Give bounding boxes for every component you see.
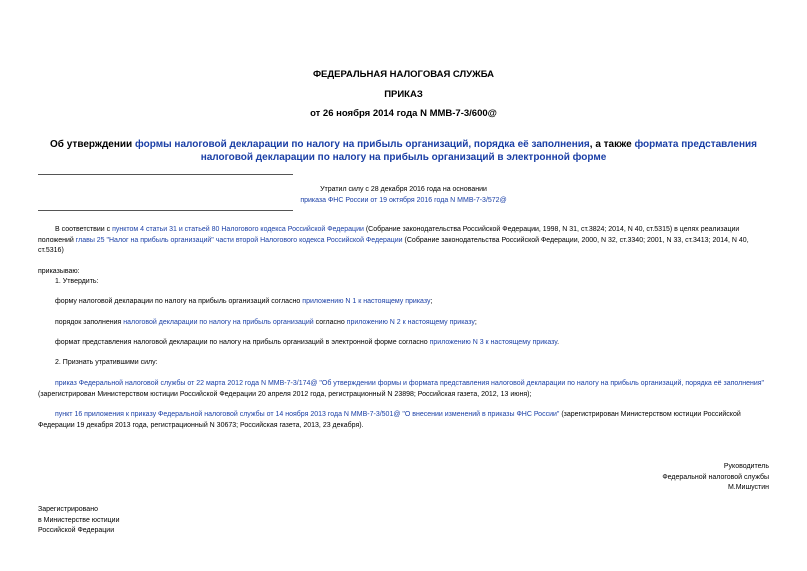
preamble-text-3: (Собрание законодательства Российской Федерации, 2000, N 32, ст.3340; 2001, N 33, ст.3413; 2014, N 40, ст.5316) xyxy=(38,236,749,254)
title-text-2: , а также xyxy=(589,139,635,150)
preamble-link-chapter-25[interactable]: главы 25 "Налог на прибыль организаций" части второй Налогового кодекса Российской Федерации xyxy=(75,236,403,244)
divider-bottom xyxy=(38,210,293,211)
registration-line-3: Российской Федерации xyxy=(38,527,115,534)
item1-c-text: формат представления налоговой декларации по налогу на прибыль организаций в электронной форме согласно xyxy=(55,339,430,346)
agency-name: ФЕДЕРАЛЬНАЯ НАЛОГОВАЯ СЛУЖБА xyxy=(312,69,495,80)
status-line-2 xyxy=(0,196,807,206)
title-link-electronic-format[interactable]: формата представления налоговой декларации по налогу на прибыль организаций в электронной форме xyxy=(200,139,757,163)
item1-b xyxy=(55,318,770,329)
item2-heading: 2. Признать утратившими силу: xyxy=(55,359,158,366)
status-line-1: Утратил силу с 28 декабря 2016 года на основании xyxy=(320,186,487,193)
registration-line-1: Зарегистрировано xyxy=(38,506,98,513)
item1-b-mid: согласно xyxy=(313,319,347,326)
item1-c-link-appendix-3[interactable]: приложению N 3 к настоящему приказу xyxy=(429,339,558,346)
item2-b xyxy=(38,410,770,431)
item1-a xyxy=(55,297,770,308)
item1-a-end: ; xyxy=(430,298,433,305)
order-word: приказываю: xyxy=(38,268,80,275)
title-link-declaration-form[interactable]: формы налоговой декларации по налогу на прибыль организаций, порядка её заполнения xyxy=(134,139,590,150)
preamble-text-2: (Собрание законодательства Российской Федерации, 1998, N 31, ст.3824; 2014, N 40, ст.5315) в целях реализации положений xyxy=(38,226,740,244)
preamble-text-1: В соответствии с xyxy=(55,226,113,233)
item1-b-end: ; xyxy=(474,319,477,326)
item2-b-link-order-501[interactable]: пункт 16 приложения к приказу Федеральной налоговой службы от 14 ноября 2013 года N ММВ-7-3/501@ "О внесении изменений в приказы ФНС России" xyxy=(55,411,560,418)
signature-line-2: Федеральной налоговой службы xyxy=(662,473,769,481)
item1-heading: 1. Утвердить: xyxy=(55,278,99,285)
title-text-1: Об утверждении xyxy=(50,139,135,150)
item1-b-link-appendix-2[interactable]: приложению N 2 к настоящему приказу xyxy=(346,319,475,326)
item1-b-link-declaration[interactable]: налоговой декларации по налогу на прибыль организаций xyxy=(123,319,314,326)
doc-type: ПРИКАЗ xyxy=(384,89,423,100)
item2-a xyxy=(38,379,770,400)
item2-a-link-order-174[interactable]: приказ Федеральной налоговой службы от 22 марта 2012 года N ММВ-7-3/174@ "Об утверждении формы и формата представления налоговой декларации по налогу на прибыль организаций, порядка её заполнения" xyxy=(55,380,765,387)
item1-b-text: порядок заполнения xyxy=(55,319,124,326)
item2-b-text: (зарегистрирован Министерством юстиции Российской Федерации 19 декабря 2013 года, регистрационный N 30673; Российская газета, 2013, 23 декабря). xyxy=(38,411,741,429)
item1-c-end: . xyxy=(557,339,560,346)
registration-block xyxy=(38,505,119,537)
doc-date-number: от 26 ноября 2014 года N ММВ-7-3/600@ xyxy=(310,108,497,119)
preamble-link-tax-code[interactable]: пунктом 4 статьи 31 и статьей 80 Налогового кодекса Российской Федерации xyxy=(112,226,364,233)
divider-top xyxy=(38,174,293,175)
item1-a-link-appendix-1[interactable]: приложению N 1 к настоящему приказу xyxy=(302,298,431,305)
signature-block xyxy=(569,462,769,494)
signature-line-1: Руководитель xyxy=(723,463,769,470)
item1-c xyxy=(55,338,770,349)
item1-a-text: форму налоговой декларации по налогу на прибыль организаций согласно xyxy=(55,298,303,305)
signature-line-3: М.Мишустин xyxy=(727,484,769,491)
preamble-paragraph xyxy=(38,225,770,257)
document-title xyxy=(30,138,777,164)
registration-line-2: в Министерстве юстиции xyxy=(38,516,120,524)
item2-a-text: (зарегистрирован Министерством юстиции Российской Федерации 20 апреля 2012 года, регистрационный N 23898; Российская газета, 2012, 13 июня); xyxy=(38,390,532,398)
status-link-repeal-order[interactable]: приказа ФНС России от 19 октября 2016 года N ММВ-7-3/572@ xyxy=(300,197,507,204)
